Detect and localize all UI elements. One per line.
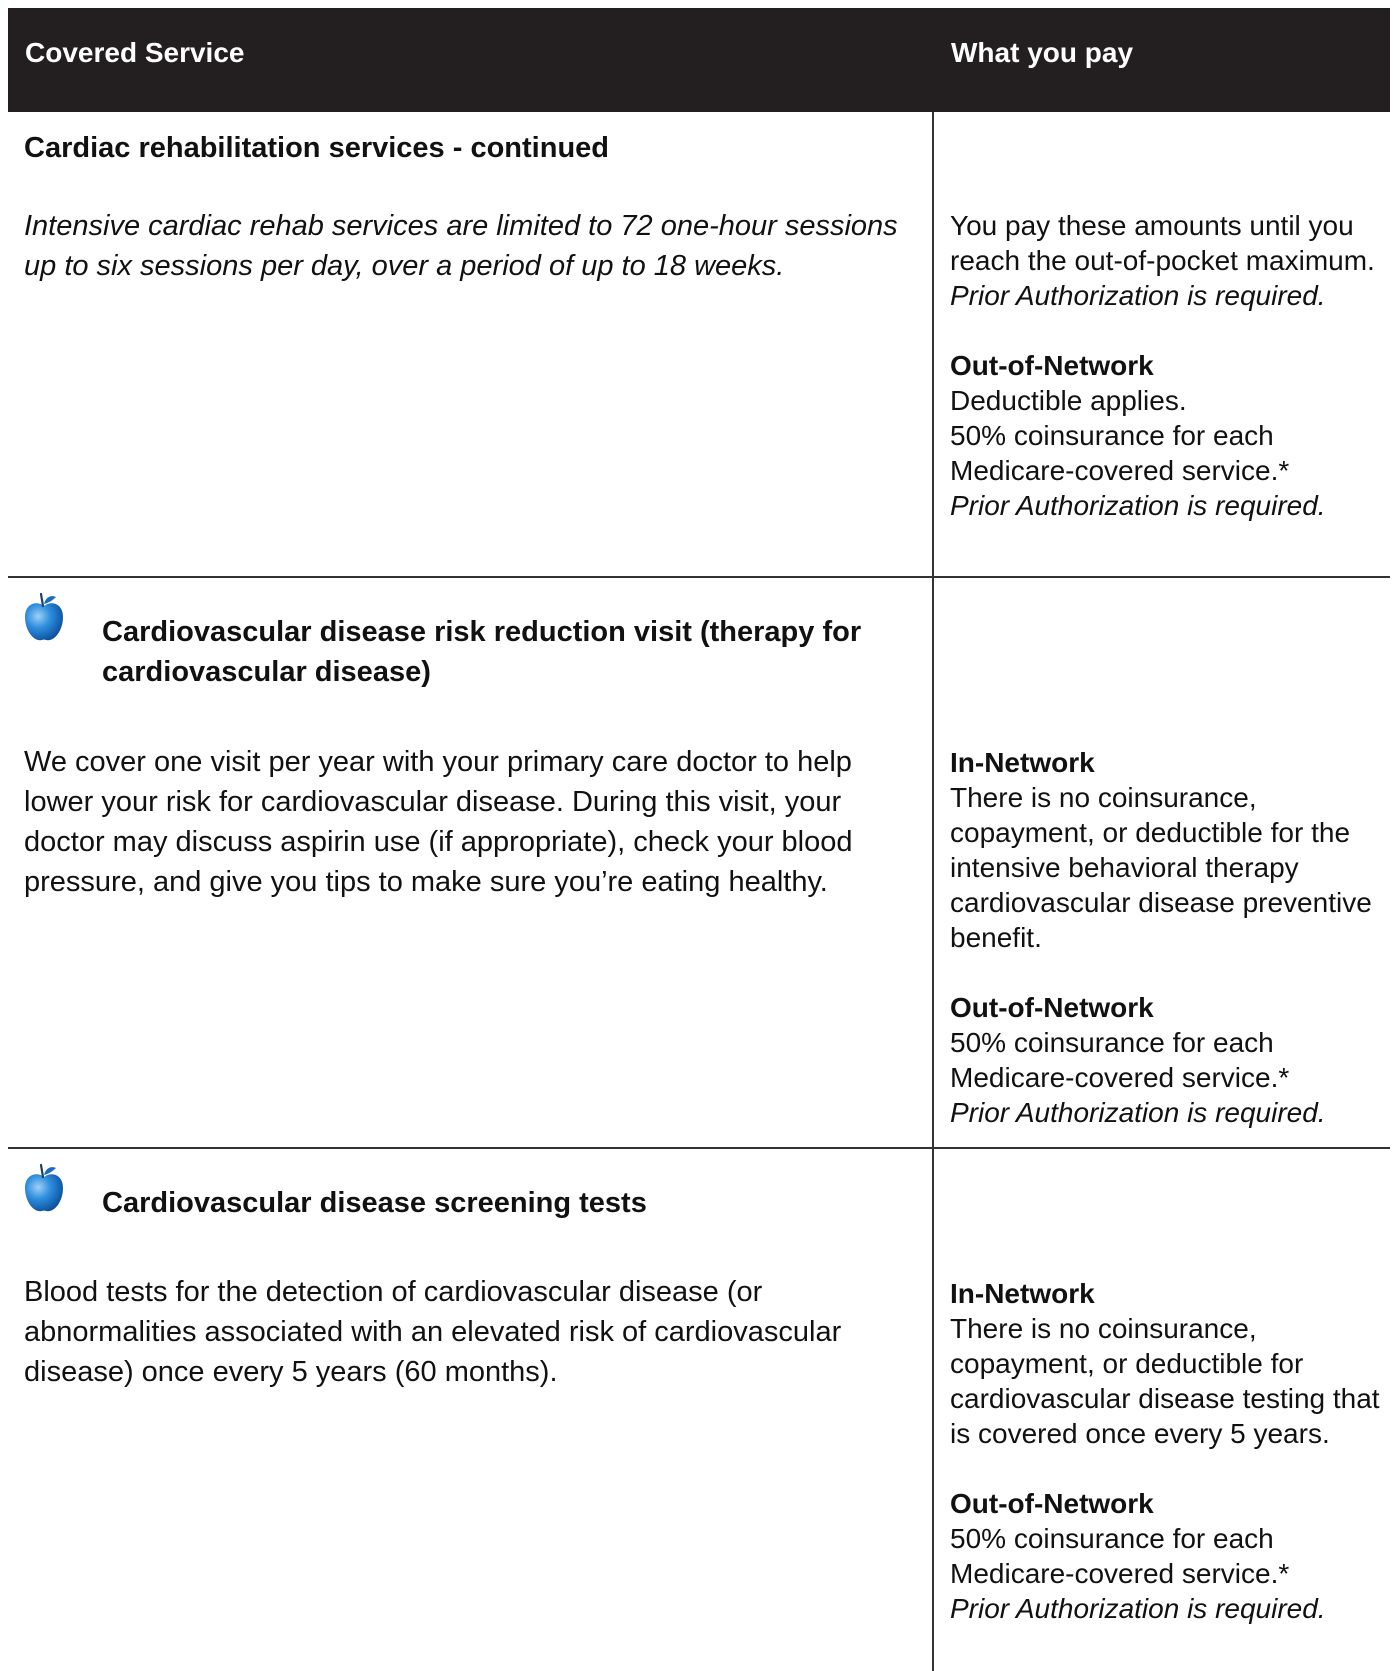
coinsurance-text: 50% coinsurance for each Medicare-covered service.* <box>950 1523 1290 1589</box>
section-description-risk-reduction: We cover one visit per year with your primary care doctor to help lower your risk for cardiovascular disease. During this visit, your doctor may discuss aspirin use (if appropriate), check your blood pressure, and give you tips to make sure you’re eating healthy. <box>24 746 853 898</box>
prior-auth-note: Prior Authorization is required. <box>950 1097 1326 1128</box>
pay-cell-risk-reduction <box>950 745 1380 1130</box>
header-covered-service: Covered Service <box>25 37 245 68</box>
column-divider <box>932 112 934 1671</box>
section-title-risk-reduction: Cardiovascular disease risk reduction visit (therapy for cardiovascular disease) <box>102 616 862 688</box>
header-what-you-pay: What you pay <box>951 37 1134 68</box>
in-network-text: There is no coinsurance, copayment, or deductible for cardiovascular disease testing that is covered once every 5 years. <box>950 1313 1380 1449</box>
coinsurance-text: 50% coinsurance for each Medicare-covered service.* <box>950 420 1290 486</box>
pay-intro: You pay these amounts until you reach the out-of-pocket maximum. <box>950 210 1375 276</box>
pay-cell-cardiac-rehab <box>950 208 1380 523</box>
section-title-cardiac-rehab: Cardiac rehabilitation services - continued <box>24 132 609 164</box>
out-of-network-heading: Out-of-Network <box>950 350 1154 381</box>
deductible-text: Deductible applies. <box>950 385 1187 416</box>
prior-auth-note: Prior Authorization is required. <box>950 490 1326 521</box>
coinsurance-text: 50% coinsurance for each Medicare-covered service.* <box>950 1027 1290 1093</box>
pay-cell-screening-tests <box>950 1276 1380 1626</box>
out-of-network-heading: Out-of-Network <box>950 1488 1154 1519</box>
in-network-text: There is no coinsurance, copayment, or deductible for the intensive behavioral therapy cardiovascular disease preventive benefit. <box>950 782 1372 953</box>
prior-auth-note: Prior Authorization is required. <box>950 1593 1326 1624</box>
prior-auth-note: Prior Authorization is required. <box>950 280 1326 311</box>
in-network-heading: In-Network <box>950 1278 1095 1309</box>
table-header <box>8 8 1390 112</box>
in-network-heading: In-Network <box>950 747 1095 778</box>
section-description-screening-tests: Blood tests for the detection of cardiovascular disease (or abnormalities associated with an elevated risk of cardiovascular disease) once every 5 years (60 months). <box>24 1276 842 1388</box>
section-description-cardiac-rehab: Intensive cardiac rehab services are limited to 72 one-hour sessions up to six sessions per day, over a period of up to 18 weeks. <box>24 210 898 282</box>
out-of-network-heading: Out-of-Network <box>950 992 1154 1023</box>
row-divider <box>8 1147 1390 1149</box>
apple-icon <box>22 1163 66 1215</box>
apple-icon <box>22 592 66 644</box>
section-title-screening-tests: Cardiovascular disease screening tests <box>102 1187 647 1219</box>
row-divider <box>8 576 1390 578</box>
